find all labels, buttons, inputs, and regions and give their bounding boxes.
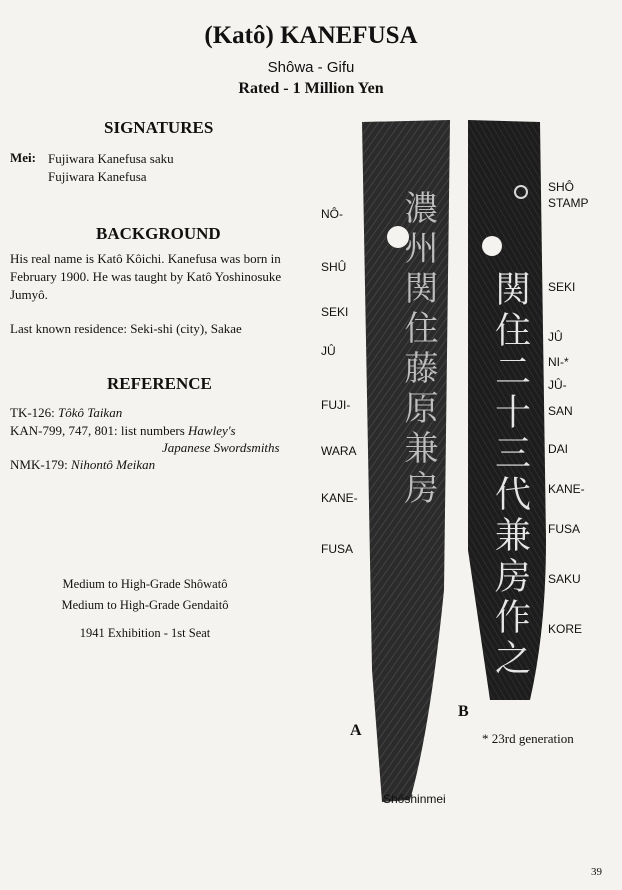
ref-tk-code: TK-126: bbox=[10, 405, 55, 420]
ref-nmk-code: NMK-179: bbox=[10, 457, 68, 472]
tang-b-label: JÛ- bbox=[548, 378, 567, 392]
reference-heading: REFERENCE bbox=[107, 374, 212, 393]
tang-b-label: FUSA bbox=[548, 522, 581, 536]
grade-line-2: Medium to High-Grade Gendaitô bbox=[61, 598, 229, 612]
signatures-heading: SIGNATURES bbox=[104, 118, 214, 137]
tang-b-label: KORE bbox=[548, 622, 583, 636]
tang-a-label: JÛ bbox=[321, 344, 336, 358]
exhibition-line: 1941 Exhibition - 1st Seat bbox=[79, 626, 211, 640]
ref-nmk bbox=[10, 457, 155, 473]
tang-b-label: STAMP bbox=[548, 196, 589, 210]
ref-nmk-title: Nihontô Meikan bbox=[71, 457, 156, 472]
page-title: (Katô) KANEFUSA bbox=[204, 22, 418, 49]
grade-line-1: Medium to High-Grade Shôwatô bbox=[62, 577, 228, 591]
tang-b-label: JÛ bbox=[548, 330, 563, 344]
tang-b-label: DAI bbox=[548, 442, 569, 456]
page-number: 39 bbox=[591, 866, 602, 878]
tang-b-label: SEKI bbox=[548, 280, 576, 294]
tang-b-chiseled-text: 関住二十三代兼房作之 bbox=[489, 270, 531, 680]
tang-a-label: FUSA bbox=[321, 542, 354, 556]
mei-line-2: Fujiwara Kanefusa bbox=[48, 169, 147, 184]
ref-kan-text: list numbers bbox=[120, 423, 185, 438]
ref-tk bbox=[10, 405, 122, 421]
generation-footnote: * 23rd generation bbox=[482, 731, 574, 746]
subtitle: Shôwa - Gifu bbox=[267, 59, 355, 76]
ref-kan-title2: Japanese Swordsmiths bbox=[162, 440, 280, 455]
tang-b-hole bbox=[482, 236, 502, 256]
background-heading: BACKGROUND bbox=[96, 224, 221, 243]
mei-lines bbox=[48, 150, 174, 186]
background-text: His real name is Katô Kôichi. Kanefusa was born in February 1900. He was taught by Katô Yoshinosuke Jumyô. bbox=[10, 251, 282, 302]
ref-kan bbox=[10, 423, 236, 439]
residence-text: Last known residence: Seki-shi (city), Sakae bbox=[10, 321, 242, 336]
tang-a-label: FUJI- bbox=[321, 398, 351, 412]
ref-kan-title1: Hawley's bbox=[188, 423, 236, 438]
tang-a-label: SEKI bbox=[321, 305, 349, 319]
tang-b-label: SAKU bbox=[548, 572, 581, 586]
tang-b-label: SAN bbox=[548, 404, 573, 418]
tang-a-letter: A bbox=[350, 722, 362, 739]
tang-b-label: KANE- bbox=[548, 482, 585, 496]
tang-a-label: WARA bbox=[321, 444, 357, 458]
tang-b-label: SHÔ bbox=[548, 180, 575, 194]
tang-b-letter: B bbox=[458, 703, 469, 720]
tang-a-label: SHÛ bbox=[321, 260, 347, 274]
ref-kan-cont bbox=[162, 440, 280, 456]
tang-a-label: KANE- bbox=[321, 491, 358, 505]
mei-label: Mei: bbox=[10, 150, 36, 165]
tang-a-chiseled-text: 濃州関住藤原兼房 bbox=[398, 190, 438, 510]
mei-line-1: Fujiwara Kanefusa saku bbox=[48, 151, 174, 166]
ref-tk-title: Tôkô Taikan bbox=[58, 405, 123, 420]
tang-a-label: NÔ- bbox=[321, 207, 343, 221]
tang-b-label: NI-* bbox=[548, 355, 569, 369]
ref-kan-code: KAN-799, 747, 801: bbox=[10, 423, 118, 438]
tang-rubbings bbox=[350, 110, 550, 810]
rating: Rated - 1 Million Yen bbox=[238, 80, 384, 97]
shoshinmei-caption: Shôshinmei bbox=[383, 792, 446, 806]
